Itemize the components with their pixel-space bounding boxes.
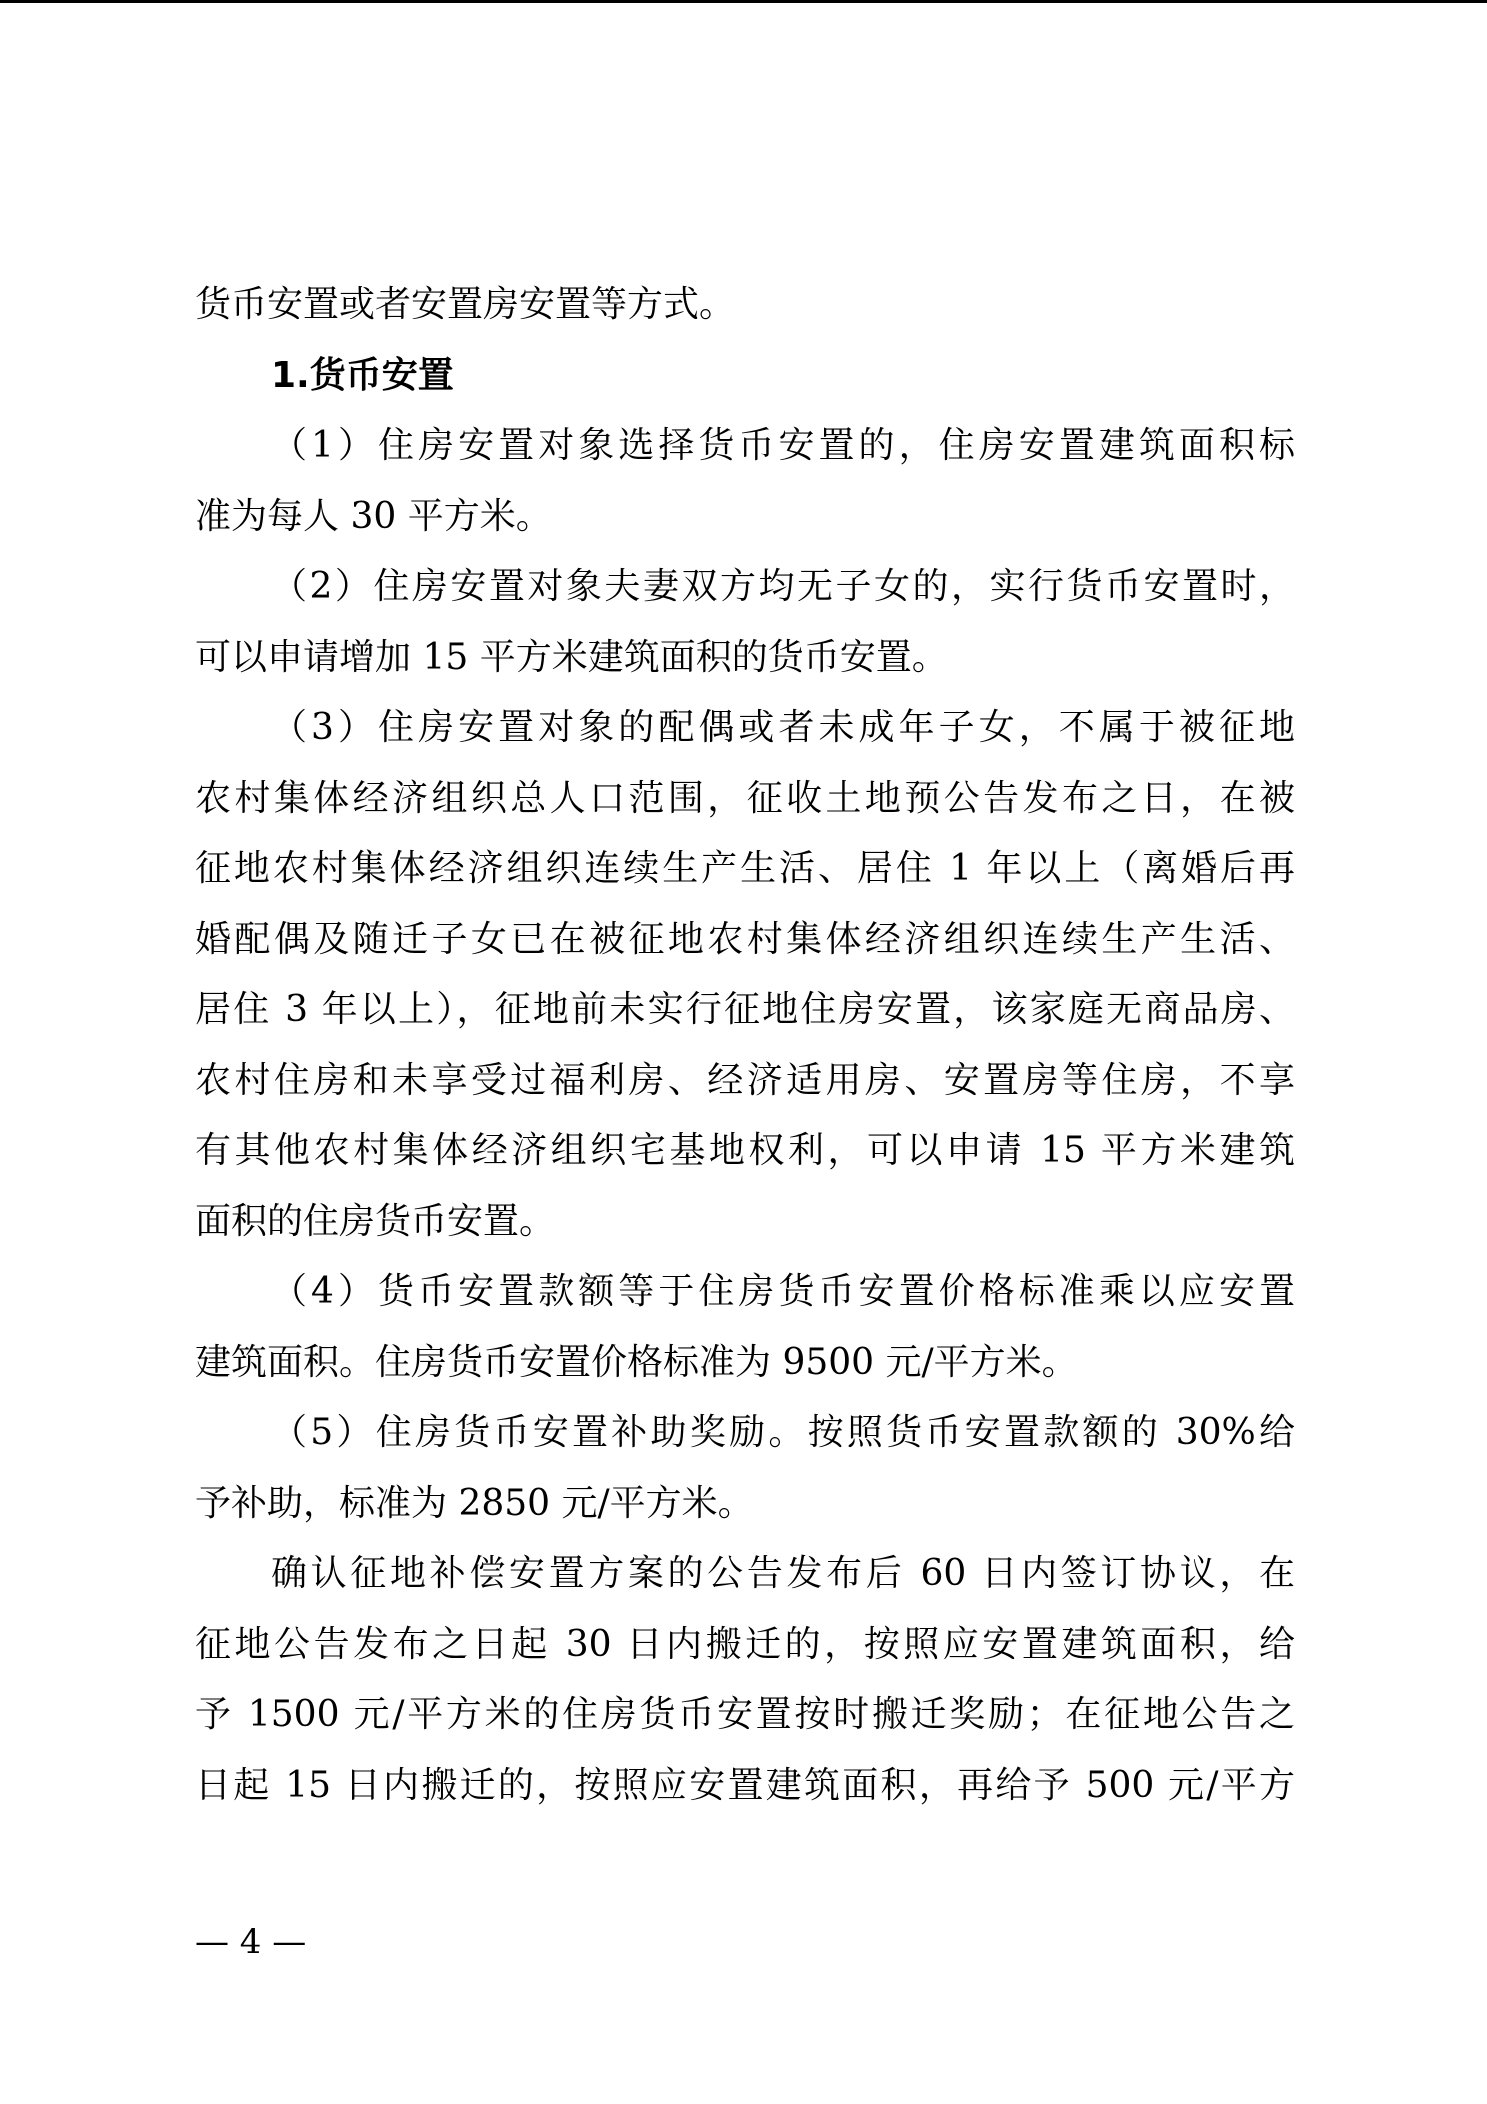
paragraph-1-line-2: 准为每人 30 平方米。 <box>195 495 552 537</box>
paragraph-3-line-4: 婚配偶及随迁子女已在被征地农村集体经济组织连续生产生活、 <box>195 918 1295 960</box>
paragraph-3-line-7: 有其他农村集体经济组织宅基地权利，可以申请 15 平方米建筑 <box>195 1130 1295 1171</box>
text-line-continuation: 货币安置或者安置房安置等方式。 <box>195 284 736 325</box>
paragraph-4-line-1: （4）货币安置款额等于住房货币安置价格标准乘以应安置 <box>271 1271 1295 1312</box>
paragraph-6-line-3: 予 1500 元/平方米的住房货币安置按时搬迁奖励；在征地公告之 <box>195 1694 1295 1735</box>
document-body <box>195 270 1295 1821</box>
page-number: — 4 — <box>195 1922 307 1962</box>
paragraph-6-line-1: 确认征地补偿安置方案的公告发布后 60 日内签订协议，在 <box>271 1553 1295 1594</box>
paragraph-6-line-4: 日起 15 日内搬迁的，按照应安置建筑面积，再给予 500 元/平方 <box>195 1764 1295 1806</box>
section-heading: 1.货币安置 <box>271 354 454 396</box>
paragraph-2-line-1: （2）住房安置对象夫妻双方均无子女的，实行货币安置时， <box>271 566 1295 607</box>
paragraph-4-line-2: 建筑面积。住房货币安置价格标准为 9500 元/平方米。 <box>195 1341 1078 1383</box>
paragraph-3-line-1: （3）住房安置对象的配偶或者未成年子女，不属于被征地 <box>271 707 1295 748</box>
paragraph-2-line-2: 可以申请增加 15 平方米建筑面积的货币安置。 <box>195 636 948 678</box>
paragraph-1-line-1: （1）住房安置对象选择货币安置的，住房安置建筑面积标 <box>271 425 1295 466</box>
paragraph-3-line-8: 面积的住房货币安置。 <box>195 1200 556 1242</box>
paragraph-5-line-2: 予补助，标准为 2850 元/平方米。 <box>195 1482 754 1524</box>
top-border <box>0 0 1487 3</box>
paragraph-5-line-1: （5）住房货币安置补助奖励。按照货币安置款额的 30%给 <box>271 1412 1295 1453</box>
paragraph-6-line-2: 征地公告发布之日起 30 日内搬迁的，按照应安置建筑面积，给 <box>195 1623 1295 1665</box>
paragraph-3-line-6: 农村住房和未享受过福利房、经济适用房、安置房等住房，不享 <box>195 1059 1295 1101</box>
paragraph-3-line-2: 农村集体经济组织总人口范围，征收土地预公告发布之日，在被 <box>195 777 1295 819</box>
paragraph-3-line-5: 居住 3 年以上），征地前未实行征地住房安置，该家庭无商品房、 <box>195 989 1295 1030</box>
paragraph-3-line-3: 征地农村集体经济组织连续生产生活、居住 1 年以上（离婚后再 <box>195 848 1295 889</box>
